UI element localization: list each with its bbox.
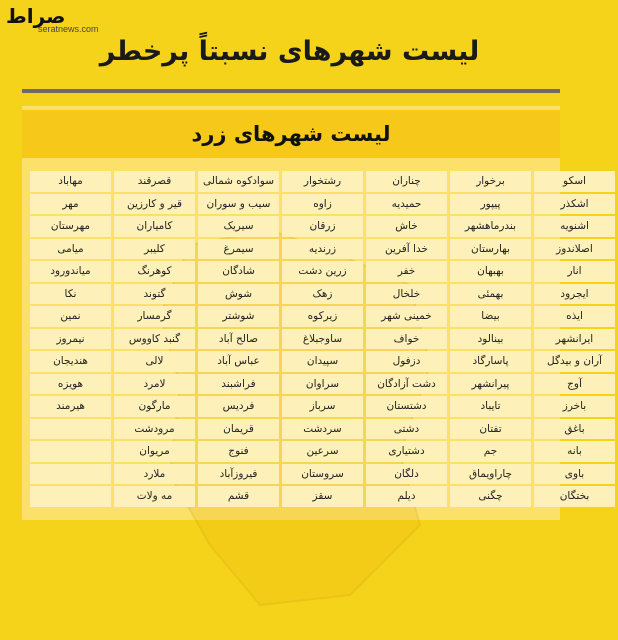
city-cell: ایجرود xyxy=(534,284,615,305)
city-cell: باخرز xyxy=(534,396,615,417)
city-cell: سوادکوه شمالی xyxy=(198,171,279,192)
city-cell: ساوجبلاغ xyxy=(282,329,363,350)
city-cell: گنبد کاووس xyxy=(114,329,195,350)
city-cell: دزفول xyxy=(366,351,447,372)
city-cell: سردشت xyxy=(282,419,363,440)
city-cell: زهک xyxy=(282,284,363,305)
city-cell: رشتخوار xyxy=(282,171,363,192)
city-cell: میامی xyxy=(30,239,111,260)
city-cell: حمیدیه xyxy=(366,194,447,215)
city-cell: لامرد xyxy=(114,374,195,395)
city-cell: شوشتر xyxy=(198,306,279,327)
city-cell: اشنویه xyxy=(534,216,615,237)
table-row xyxy=(30,261,615,282)
city-cell: خاش xyxy=(366,216,447,237)
city-cell: زرقان xyxy=(282,216,363,237)
city-cell: بختگان xyxy=(534,486,615,507)
city-cell: سیمرغ xyxy=(198,239,279,260)
site-url: seratnews.com xyxy=(38,24,99,34)
city-cell: سقز xyxy=(282,486,363,507)
city-cell: اصلاندوز xyxy=(534,239,615,260)
city-cell: بندرماهشهر xyxy=(450,216,531,237)
city-cell: عباس آباد xyxy=(198,351,279,372)
city-cell: نیمروز xyxy=(30,329,111,350)
city-cell: قیر و کارزین xyxy=(114,194,195,215)
city-cell: تفتان xyxy=(450,419,531,440)
city-cell: سیب و سوران xyxy=(198,194,279,215)
city-cell: میاندورود xyxy=(30,261,111,282)
city-cell: کلیبر xyxy=(114,239,195,260)
city-cell: نمین xyxy=(30,306,111,327)
city-cell: اسکو xyxy=(534,171,615,192)
city-cell: مریوان xyxy=(114,441,195,462)
table-row xyxy=(30,441,615,462)
city-cell: بهمئی xyxy=(450,284,531,305)
city-cell: باغق xyxy=(534,419,615,440)
city-cell: فنوج xyxy=(198,441,279,462)
city-cell: مه ولات xyxy=(114,486,195,507)
city-cell: زیرکوه xyxy=(282,306,363,327)
page-title: لیست شهرهای نسبتاً پرخطر xyxy=(99,36,480,67)
city-cell: باوی xyxy=(534,464,615,485)
city-cell: گتوند xyxy=(114,284,195,305)
table-row xyxy=(30,486,615,507)
city-cell: بانه xyxy=(534,441,615,462)
city-cell: دشت آزادگان xyxy=(366,374,447,395)
city-cell: دشتیاری xyxy=(366,441,447,462)
city-cell xyxy=(30,419,111,440)
city-cell: دشتی xyxy=(366,419,447,440)
city-cell: هویزه xyxy=(30,374,111,395)
table-row xyxy=(30,464,615,485)
section-title: لیست شهرهای زرد xyxy=(22,110,560,158)
city-cell: زرین دشت xyxy=(282,261,363,282)
city-cell xyxy=(30,464,111,485)
city-table xyxy=(27,169,618,509)
city-cell: خلخال xyxy=(366,284,447,305)
table-row xyxy=(30,284,615,305)
city-cell: ایرانشهر xyxy=(534,329,615,350)
city-cell: مهرستان xyxy=(30,216,111,237)
city-cell: آران و بیدگل xyxy=(534,351,615,372)
city-cell: مارگون xyxy=(114,396,195,417)
city-cell: فیروزآباد xyxy=(198,464,279,485)
city-cell: لالی xyxy=(114,351,195,372)
city-cell: بینالود xyxy=(450,329,531,350)
city-cell: خواف xyxy=(366,329,447,350)
city-cell: چاراویماق xyxy=(450,464,531,485)
city-cell: آوج xyxy=(534,374,615,395)
city-cell: دلگان xyxy=(366,464,447,485)
table-row xyxy=(30,194,615,215)
table-row xyxy=(30,329,615,350)
city-cell: خدا آفرین xyxy=(366,239,447,260)
city-cell: کوهرنگ xyxy=(114,261,195,282)
table-row xyxy=(30,216,615,237)
table-row xyxy=(30,171,615,192)
table-row xyxy=(30,396,615,417)
city-cell: بیضا xyxy=(450,306,531,327)
city-cell: کامیاران xyxy=(114,216,195,237)
city-cell: انار xyxy=(534,261,615,282)
city-cell: دیلم xyxy=(366,486,447,507)
city-cell: پیپور xyxy=(450,194,531,215)
city-cell: قریمان xyxy=(198,419,279,440)
city-cell: برخوار xyxy=(450,171,531,192)
city-cell: سپیدان xyxy=(282,351,363,372)
title-divider xyxy=(22,89,560,93)
table-row xyxy=(30,419,615,440)
table-row xyxy=(30,306,615,327)
city-cell: شوش xyxy=(198,284,279,305)
city-cell: قصرقند xyxy=(114,171,195,192)
city-cell xyxy=(30,441,111,462)
city-cell: نکا xyxy=(30,284,111,305)
city-cell: پاسارگاد xyxy=(450,351,531,372)
city-cell: مرودشت xyxy=(114,419,195,440)
logo: صراط xyxy=(6,4,66,28)
city-cell: ملارد xyxy=(114,464,195,485)
table-row xyxy=(30,374,615,395)
city-cell: جم xyxy=(450,441,531,462)
city-cell: مهر xyxy=(30,194,111,215)
city-cell: سروستان xyxy=(282,464,363,485)
city-cell: خفر xyxy=(366,261,447,282)
city-cell: هیرمند xyxy=(30,396,111,417)
city-cell: صالح آباد xyxy=(198,329,279,350)
city-cell: دشتستان xyxy=(366,396,447,417)
city-cell: بهارستان xyxy=(450,239,531,260)
city-cell xyxy=(30,486,111,507)
city-cell: سیریک xyxy=(198,216,279,237)
city-cell: فردیس xyxy=(198,396,279,417)
city-cell: گرمسار xyxy=(114,306,195,327)
city-cell: زرندیه xyxy=(282,239,363,260)
city-cell: بهبهان xyxy=(450,261,531,282)
city-cell: پیرانشهر xyxy=(450,374,531,395)
table-row xyxy=(30,351,615,372)
city-cell: شادگان xyxy=(198,261,279,282)
city-cell: ایذه xyxy=(534,306,615,327)
city-cell: زاوه xyxy=(282,194,363,215)
city-cell: مهاباد xyxy=(30,171,111,192)
city-cell: خمینی شهر xyxy=(366,306,447,327)
city-cell: سراوان xyxy=(282,374,363,395)
city-cell: تایباد xyxy=(450,396,531,417)
city-cell: فراشبند xyxy=(198,374,279,395)
table-row xyxy=(30,239,615,260)
city-cell: چگنی xyxy=(450,486,531,507)
city-cell: قشم xyxy=(198,486,279,507)
city-cell: هندیجان xyxy=(30,351,111,372)
city-cell: سرعین xyxy=(282,441,363,462)
city-cell: اشکذر xyxy=(534,194,615,215)
city-cell: سرباز xyxy=(282,396,363,417)
city-cell: چناران xyxy=(366,171,447,192)
